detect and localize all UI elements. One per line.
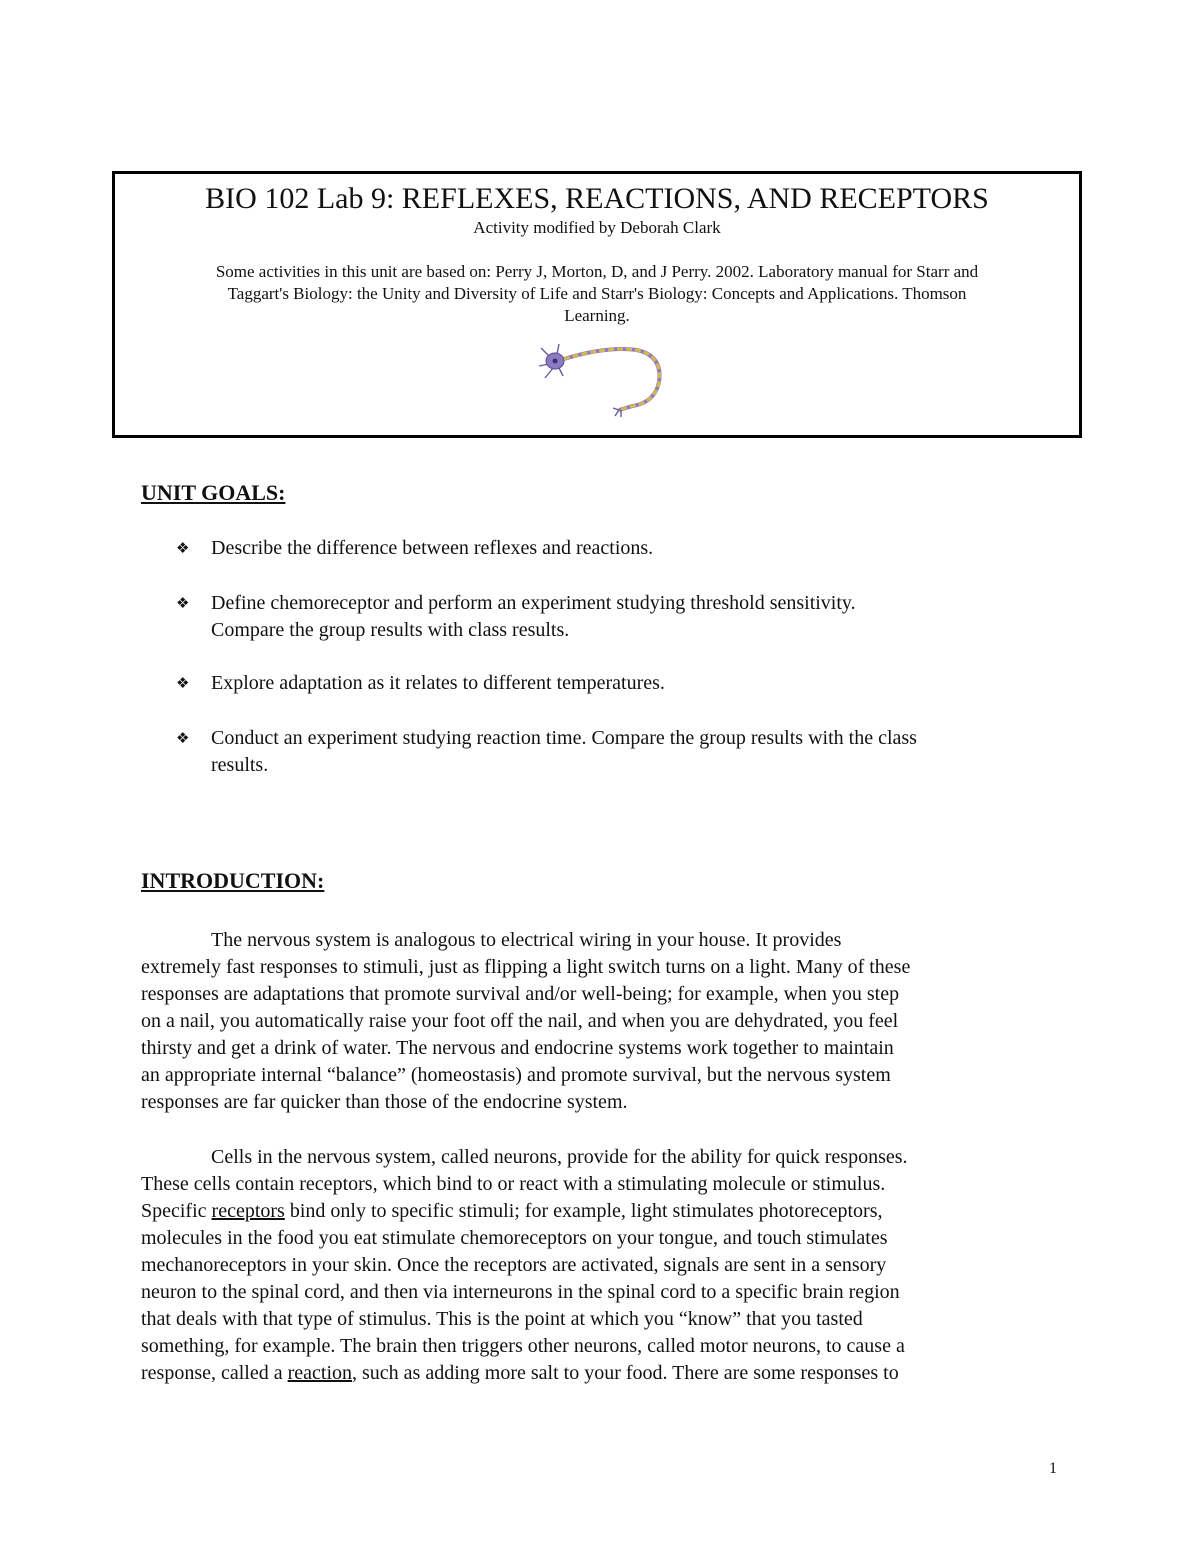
citation-line: Learning. (564, 306, 630, 325)
goal-text: Explore adaptation as it relates to different temperatures. (211, 672, 665, 694)
document-author: Activity modified by Deborah Clark (473, 218, 721, 237)
paragraph-line: mechanoreceptors in your skin. Once the receptors are activated, signals are sent in a sensory (141, 1254, 887, 1276)
intro-paragraph-1 (141, 927, 1061, 1116)
text-segment: response, called a (141, 1362, 288, 1384)
citation-line: Some activities in this unit are based on: Perry J, Morton, D, and J Perry. 2002. Laboratory manual for Starr and (215, 262, 979, 281)
paragraph-line: something, for example. The brain then triggers other neurons, called motor neurons, to cause a (141, 1335, 905, 1357)
title-box (112, 171, 1082, 438)
goal-text: results. (211, 754, 269, 776)
paragraph-line: responses are adaptations that promote survival and/or well-being; for example, when you step (141, 983, 900, 1005)
diamond-bullet-icon: ❖ (176, 539, 190, 557)
paragraph-line: an appropriate internal “balance” (homeostasis) and promote survival, but the nervous system (141, 1064, 891, 1086)
text-segment: Specific (141, 1200, 212, 1222)
term-receptors: receptors (211, 1200, 285, 1222)
introduction-heading: INTRODUCTION: (141, 868, 325, 893)
text-segment: , such as adding more salt to your food. There are some responses to (352, 1362, 899, 1384)
goal-text: Define chemoreceptor and perform an experiment studying threshold sensitivity. (211, 592, 856, 614)
paragraph-line: responses are far quicker than those of the endocrine system. (141, 1091, 628, 1113)
document-title: BIO 102 Lab 9: REFLEXES, REACTIONS, AND RECEPTORS (205, 182, 989, 215)
diamond-bullet-icon: ❖ (176, 594, 190, 612)
paragraph-line: on a nail, you automatically raise your foot off the nail, and when you are dehydrated, you feel (141, 1010, 899, 1032)
goal-text: Conduct an experiment studying reaction time. Compare the group results with the class (211, 727, 917, 749)
paragraph-line: neuron to the spinal cord, and then via interneurons in the spinal cord to a specific brain region (141, 1281, 900, 1303)
paragraph-line: Cells in the nervous system, called neurons, provide for the ability for quick responses. (211, 1146, 908, 1168)
unit-goals-heading: UNIT GOALS: (141, 480, 286, 505)
paragraph-line: These cells contain receptors, which bind to or react with a stimulating molecule or stimulus. (141, 1173, 886, 1195)
diamond-bullet-icon: ❖ (176, 729, 190, 747)
citation-line: Taggart's Biology: the Unity and Diversity of Life and Starr's Biology: Concepts and Applications. Thomson (227, 284, 967, 303)
goal-text: Compare the group results with class results. (211, 619, 570, 641)
paragraph-line: extremely fast responses to stimuli, just as flipping a light switch turns on a light. Many of these (141, 956, 911, 978)
paragraph-line: The nervous system is analogous to electrical wiring in your house. It provides (211, 929, 842, 951)
paragraph-line: molecules in the food you eat stimulate chemoreceptors on your tongue, and touch stimulates (141, 1227, 888, 1249)
text-segment: bind only to specific stimuli; for example, light stimulates photoreceptors, (284, 1200, 883, 1222)
diamond-bullet-icon: ❖ (176, 674, 190, 692)
paragraph-line: that deals with that type of stimulus. This is the point at which you “know” that you tasted (141, 1308, 863, 1330)
paragraph-line (141, 1360, 1061, 1387)
document-citation (143, 261, 1051, 327)
paragraph-line (141, 1198, 1061, 1225)
neuron-illustration (537, 342, 667, 418)
intro-paragraph-2 (141, 1144, 1061, 1387)
term-reaction: reaction (287, 1362, 353, 1384)
goal-text: Describe the difference between reflexes and reactions. (211, 537, 654, 559)
paragraph-line: thirsty and get a drink of water. The nervous and endocrine systems work together to maintain (141, 1037, 894, 1059)
page-number: 1 (1049, 1460, 1057, 1477)
